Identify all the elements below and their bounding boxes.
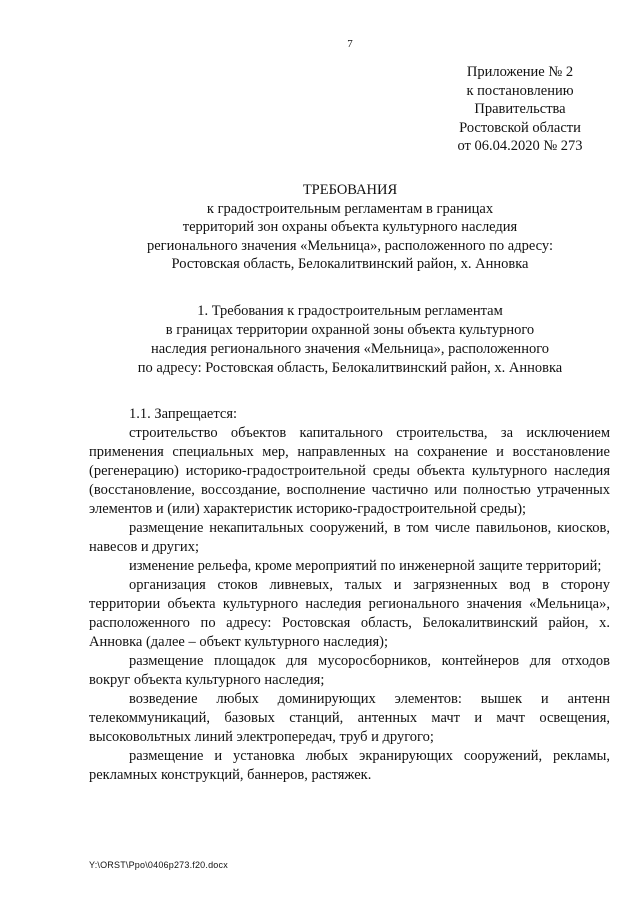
annex-line: Правительства bbox=[474, 101, 566, 117]
section-line: наследия регионального значения «Мельница», расположенного bbox=[150, 341, 550, 357]
annex-line: Ростовской области bbox=[459, 119, 581, 136]
paragraph: изменение рельефа, кроме мероприятий по инженерной защите территорий; bbox=[129, 558, 602, 574]
paragraph: возведение любых доминирующих элементов: вышек и антенн телекоммуникаций, базовых станций, антенных мачт и мачт освещения, высоковольтных линий электропередач, труб и другого; bbox=[89, 691, 610, 745]
annex-line: от 06.04.2020 № 273 bbox=[457, 138, 583, 154]
section-heading bbox=[80, 302, 620, 378]
title-line: к градостроительным регламентам в границах bbox=[206, 200, 494, 217]
page-number: 7 bbox=[347, 38, 353, 50]
section-line: в границах территории охранной зоны объекта культурного bbox=[165, 322, 535, 338]
annex-line: к постановлению bbox=[466, 82, 574, 99]
title-line: регионального значения «Мельница», расположенного по адресу: bbox=[146, 237, 553, 254]
section-line: 1. Требования к градостроительным регламентам bbox=[197, 303, 503, 319]
section-line: по адресу: Ростовская область, Белокалитвинский район, х. Анновка bbox=[137, 360, 563, 376]
paragraph: строительство объектов капитального строительства, за исключением применения специальных мер, направленных на сохранение и восстановление (регенерацию) историко-градостроительной среды объекта культурного наследия (восстановление, воссоздание, восполнение частично или полностью утраченных элементов и (или) характеристик историко-градостроительной среды); bbox=[89, 425, 610, 517]
paragraph: организация стоков ливневых, талых и загрязненных вод в сторону территории объекта культурного наследия регионального значения «Мельница», расположенного по адресу: Ростовская область, Белокалитвинский район, х. Анновка (далее – объект культурного наследия); bbox=[89, 577, 610, 650]
paragraph: размещение и установка любых экранирующих сооружений, рекламы, рекламных конструкций, баннеров, растяжек. bbox=[89, 748, 610, 783]
title-heading: ТРЕБОВАНИЯ bbox=[302, 182, 398, 198]
title-line: Ростовская область, Белокалитвинский район, х. Анновка bbox=[171, 256, 529, 272]
document-title bbox=[80, 181, 620, 274]
annex-block bbox=[440, 63, 600, 156]
annex-line: Приложение № 2 bbox=[466, 64, 574, 80]
body-text bbox=[89, 405, 610, 785]
footer-file-path: Y:\ORST\Ppo\0406p273.f20.docx bbox=[89, 860, 228, 870]
paragraph: размещение некапитальных сооружений, в том числе павильонов, киосков, навесов и других; bbox=[89, 520, 610, 555]
subheading: 1.1. Запрещается: bbox=[129, 406, 238, 422]
paragraph: размещение площадок для мусоросборников, контейнеров для отходов вокруг объекта культурного наследия; bbox=[89, 653, 610, 688]
title-line: территорий зон охраны объекта культурного наследия bbox=[182, 219, 518, 235]
